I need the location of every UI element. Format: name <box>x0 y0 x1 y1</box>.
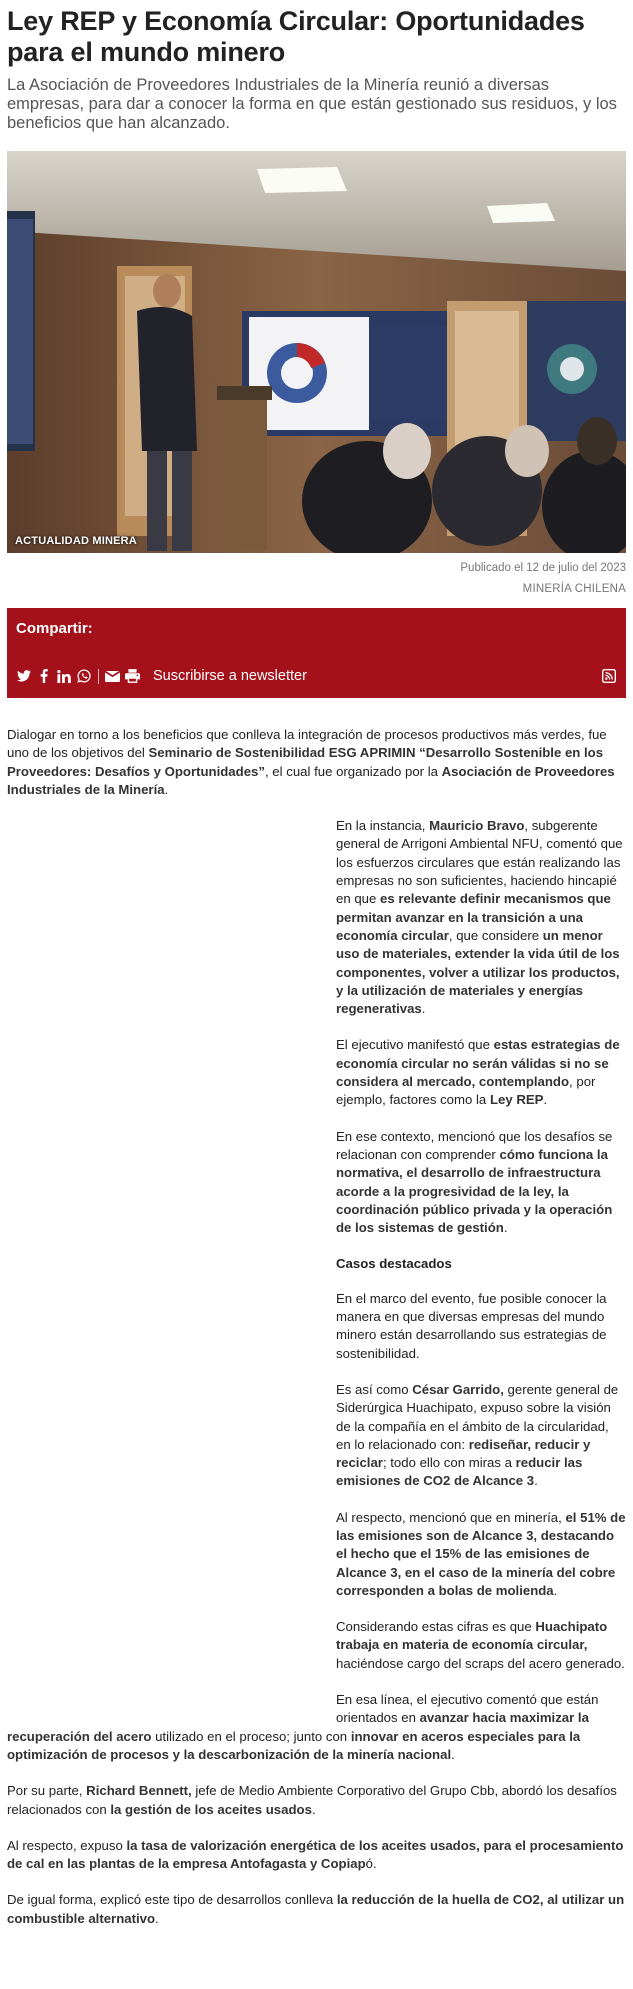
rss-icon[interactable] <box>602 669 616 683</box>
emphasis: Huachipato trabaja en materia de economía circular, <box>336 1619 608 1653</box>
photo-illustration <box>7 151 626 553</box>
paragraph: En el marco del evento, fue posible conocer la manera en que diversas empresas del mundo minero están desarrollando sus estrategias de sostenibilidad. <box>336 1290 607 1361</box>
emphasis: Asociación de Proveedores Industriales de la Minería <box>7 763 615 797</box>
photo-credit: ACTUALIDAD MINERA <box>15 535 137 547</box>
share-separator <box>98 669 99 684</box>
article-body <box>7 726 626 1928</box>
emphasis: reducir las emisiones de CO2 de Alcance 3 <box>336 1455 583 1489</box>
linkedin-icon[interactable] <box>56 669 71 684</box>
emphasis: Richard Bennett, <box>86 1783 192 1799</box>
share-icons <box>16 668 307 684</box>
paragraph: Considerando estas cifras es que Huachipato trabaja en materia de economía circular, haciéndose cargo del scraps del acero generado. <box>336 1619 625 1671</box>
paragraph: Por su parte, Richard Bennett, jefe de Medio Ambiente Corporativo del Grupo Cbb, abordó los desafíos relacionados con la gestión de los aceites usados. <box>7 1783 617 1817</box>
twitter-icon[interactable] <box>16 669 31 684</box>
publish-date: Publicado el 12 de julio del 2023 <box>460 562 626 574</box>
emphasis: la reducción de la huella de CO2, al utilizar un combustible alternativo <box>7 1892 625 1926</box>
emphasis: cómo funciona la normativa, el desarrollo de infraestructura acorde a la progresividad de la ley, la coordinación público privada y la operación de los sistemas de gestión <box>336 1146 613 1236</box>
paragraph: Al respecto, mencionó que en minería, el 51% de las emisiones son de Alcance 3, destacando el hecho que el 15% de las emisiones de Alcance 3, en el caso de la minería del cobre corresponden a bolas de molienda. <box>336 1509 626 1598</box>
share-title: Compartir: <box>16 620 93 637</box>
emphasis: el 51% de las emisiones son de Alcance 3, destacando el hecho que el 15% de las emisiones de Alcance 3, en el caso de la minería del cobre corresponden a bolas de molienda <box>336 1509 626 1598</box>
whatsapp-icon[interactable] <box>76 669 91 684</box>
article-title: Ley REP y Economía Circular: Oportunidades para el mundo minero <box>7 6 585 67</box>
email-icon[interactable] <box>105 669 120 684</box>
paragraph: En ese contexto, mencionó que los desafíos se relacionan con comprender cómo funciona la normativa, el desarrollo de infraestructura acorde a la progresividad de la ley, la coordinación público privada y la operación de los sistemas de gestión. <box>336 1128 613 1236</box>
emphasis: la tasa de valorización energética de los aceites usados, para el procesamiento de cal en las plantas de la empresa Antofagasta y Copiap <box>7 1837 624 1872</box>
emphasis: es relevante definir mecanismos que permitan avanzar en la transición a una economía circular <box>336 891 611 943</box>
emphasis: la gestión de los aceites usados <box>110 1801 312 1817</box>
section-heading: Casos destacados <box>336 1256 452 1272</box>
emphasis: César Garrido, <box>412 1381 504 1397</box>
inline-ad-space <box>7 817 336 1712</box>
article-photo <box>7 151 626 553</box>
emphasis: Seminario de Sostenibilidad ESG APRIMIN “Desarrollo Sostenible en los Proveedores: Desafíos y Oportunidades” <box>7 745 604 779</box>
emphasis: estas estrategias de economía circular no serán válidas si no se considera al mercado, contemplando <box>336 1037 620 1090</box>
paragraph: El ejecutivo manifestó que estas estrategias de economía circular no serán válidas si no se considera al mercado, contemplando, por ejemplo, factores como la Ley REP. <box>336 1037 620 1108</box>
paragraph: Es así como César Garrido, gerente general de Siderúrgica Huachipato, expuso sobre la visión de la compañía en el ámbito de la circularidad, en lo relacionado con: rediseñar, reducir y reciclar; todo ello con miras a reducir las emisiones de CO2 de Alcance 3. <box>336 1381 619 1489</box>
paragraph: En esa línea, el ejecutivo comentó que están orientados en avanzar hacia maximizar la recuperación del acero utilizado en el proceso; junto con innovar en aceros especiales para la optimización de procesos y la descarbonización de la minería nacional. <box>7 1692 599 1762</box>
article-meta <box>7 561 626 596</box>
newsletter-link[interactable]: Suscribirse a newsletter <box>153 668 307 684</box>
share-bar <box>7 608 626 698</box>
emphasis: avanzar hacia maximizar la recuperación del acero <box>7 1710 589 1744</box>
emphasis: Mauricio Bravo <box>429 818 525 834</box>
article-source: MINERÍA CHILENA <box>522 583 626 595</box>
paragraph: Dialogar en torno a los beneficios que conlleva la integración de procesos productivos más verdes, fue uno de los objetivos del Seminario de Sostenibilidad ESG APRIMIN “Desarrollo Sostenible en los Proveedores: Desafíos y Oportunidades”, el cual fue organizado por la Asociación de Proveedores Industriales de la Minería. <box>7 727 615 797</box>
paragraph: Al respecto, expuso la tasa de valorización energética de los aceites usados, para el procesamiento de cal en las plantas de la empresa Antofagasta y Copiapó. <box>7 1837 624 1872</box>
article-subtitle: La Asociación de Proveedores Industriales de la Minería reunió a diversas empresas, para dar a conocer la forma en que están gestionado sus residuos, y los beneficios que han alcanzado. <box>7 76 617 132</box>
emphasis: un menor uso de materiales, extender la vida útil de los componentes, volver a utilizar los productos, y la utilización de materiales y energías regenerativas <box>336 927 620 1017</box>
paragraph: En la instancia, Mauricio Bravo, subgerente general de Arrigoni Ambiental NFU, comentó que los esfuerzos circulares que están realizando las empresas no son suficientes, haciendo hincapié en que es relevante definir mecanismos que permitan avanzar en la transición a una economía circular, que considere un menor uso de materiales, extender la vida útil de los componentes, volver a utilizar los productos, y la utilización de materiales y energías regenerativas. <box>336 818 623 1017</box>
facebook-icon[interactable] <box>36 669 51 684</box>
emphasis: Ley REP <box>489 1092 544 1108</box>
print-icon[interactable] <box>125 669 140 684</box>
emphasis: innovar en aceros especiales para la optimización de procesos y la descarbonización de la minería nacional <box>7 1728 581 1762</box>
emphasis: rediseñar, reducir y reciclar <box>336 1436 591 1471</box>
paragraph: De igual forma, explicó este tipo de desarrollos conlleva la reducción de la huella de CO2, al utilizar un combustible alternativo. <box>7 1892 625 1926</box>
